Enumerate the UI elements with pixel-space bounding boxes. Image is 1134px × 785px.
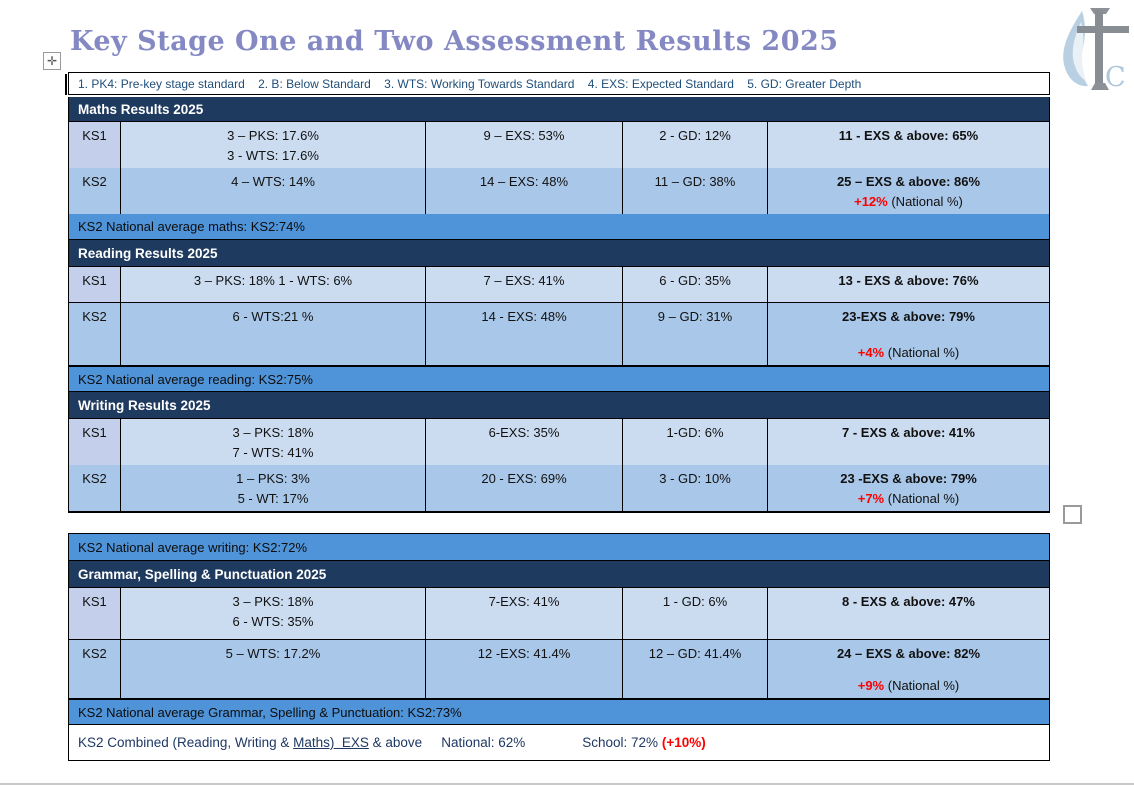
- writing-ks1-gd[interactable]: 1-GD: 6%: [623, 419, 768, 465]
- reading-ks1-gd[interactable]: 6 - GD: 35%: [623, 267, 768, 302]
- grammar-delta: +9%: [857, 678, 885, 693]
- writing-ks1-exs[interactable]: 6-EXS: 35%: [426, 419, 623, 465]
- maths-ks2-exs[interactable]: 14 – EXS: 48%: [426, 168, 623, 214]
- writing-ks2-bands[interactable]: 1 – PKS: 3% 5 - WT: 17%: [121, 465, 426, 511]
- section-header-maths: Maths Results 2025: [69, 97, 1049, 122]
- legend-bar: 1. PK4: Pre-key stage standard 2. B: Below Standard 3. WTS: Working Towards Standard 4. EXS: Expected Standard 5. GD: Greater Depth: [68, 72, 1050, 95]
- maths-ks1-exs[interactable]: 9 – EXS: 53%: [426, 122, 623, 168]
- grammar-ks1-exs[interactable]: 7-EXS: 41%: [426, 588, 623, 639]
- maths-ks1-gd[interactable]: 2 - GD: 12%: [623, 122, 768, 168]
- table-split-gap: [68, 513, 1050, 533]
- ks1-label: KS1: [69, 588, 121, 639]
- table-row: [69, 419, 1049, 465]
- grammar-ks1-gd[interactable]: 1 - GD: 6%: [623, 588, 768, 639]
- reading-delta: +4%: [857, 345, 885, 360]
- section-header-grammar: Grammar, Spelling & Punctuation 2025: [69, 561, 1049, 588]
- maths-ks2-above[interactable]: 25 – EXS & above: 86% +12% (National %): [768, 168, 1049, 214]
- document-body: [68, 72, 1050, 761]
- table-row: [69, 465, 1049, 511]
- reading-ks1-exs[interactable]: 7 – EXS: 41%: [426, 267, 623, 302]
- results-table-1: [68, 97, 1050, 513]
- section-header-reading: Reading Results 2025: [69, 240, 1049, 267]
- reading-ks1-bands[interactable]: 3 – PKS: 18% 1 - WTS: 6%: [121, 267, 426, 302]
- ks1-label: KS1: [69, 267, 121, 302]
- ks2-label: KS2: [69, 640, 121, 698]
- grammar-ks1-above[interactable]: 8 - EXS & above: 47%: [768, 588, 1049, 639]
- ks1-label: KS1: [69, 419, 121, 465]
- ks2-label: KS2: [69, 168, 121, 214]
- reading-ks2-bands[interactable]: 6 - WTS:21 %: [121, 303, 426, 365]
- ks1-label: KS1: [69, 122, 121, 168]
- school-logo: [1048, 6, 1130, 94]
- writing-ks2-gd[interactable]: 3 - GD: 10%: [623, 465, 768, 511]
- writing-ks2-above[interactable]: 23 -EXS & above: 79% +7% (National %): [768, 465, 1049, 511]
- writing-ks2-exs[interactable]: 20 - EXS: 69%: [426, 465, 623, 511]
- reading-national-average: KS2 National average reading: KS2:75%: [69, 366, 1049, 392]
- maths-ks1-above[interactable]: 11 - EXS & above: 65%: [768, 122, 1049, 168]
- table-row: [69, 122, 1049, 168]
- maths-delta: +12%: [854, 194, 888, 209]
- combined-results-row: KS2 Combined (Reading, Writing & Maths) EXS & above National: 62% School: 72% (+10%): [69, 725, 1049, 760]
- grammar-ks2-above[interactable]: 24 – EXS & above: 82% +9% (National %): [768, 640, 1049, 698]
- table-row: [69, 588, 1049, 640]
- results-table-2: [68, 533, 1050, 761]
- combined-national-value: National: 62%: [441, 735, 526, 750]
- ks2-label: KS2: [69, 465, 121, 511]
- combined-text: KS2 Combined (Reading, Writing &: [78, 735, 294, 750]
- combined-delta: (+10%): [661, 735, 706, 750]
- table-row: [69, 267, 1049, 303]
- writing-national-average: KS2 National average writing: KS2:72%: [69, 534, 1049, 561]
- reading-ks2-gd[interactable]: 9 – GD: 31%: [623, 303, 768, 365]
- table-row: [69, 168, 1049, 213]
- maths-ks2-gd[interactable]: 11 – GD: 38%: [623, 168, 768, 214]
- table-row: [69, 303, 1049, 366]
- logo-letter: C: [1105, 62, 1126, 93]
- text-cursor: [65, 74, 67, 95]
- grammar-ks2-gd[interactable]: 12 – GD: 41.4%: [623, 640, 768, 698]
- table-move-handle-icon[interactable]: ✛: [43, 52, 61, 70]
- writing-delta: +7%: [857, 491, 885, 506]
- ks2-label: KS2: [69, 303, 121, 365]
- table-resize-handle[interactable]: [1063, 505, 1082, 524]
- grammar-ks2-exs[interactable]: 12 -EXS: 41.4%: [426, 640, 623, 698]
- maths-national-average: KS2 National average maths: KS2:74%: [69, 213, 1049, 240]
- writing-ks1-above[interactable]: 7 - EXS & above: 41%: [768, 419, 1049, 465]
- reading-ks2-above[interactable]: 23-EXS & above: 79% +4% (National %): [768, 303, 1049, 365]
- reading-ks2-exs[interactable]: 14 - EXS: 48%: [426, 303, 623, 365]
- combined-underlined-text: Maths) EXS: [293, 735, 369, 750]
- section-header-writing: Writing Results 2025: [69, 392, 1049, 419]
- maths-ks1-bands[interactable]: 3 – PKS: 17.6% 3 - WTS: 17.6%: [121, 122, 426, 168]
- writing-ks1-bands[interactable]: 3 – PKS: 18% 7 - WTS: 41%: [121, 419, 426, 465]
- combined-school-value: School: 72%: [582, 735, 662, 750]
- logo-flame-icon: [1063, 11, 1088, 86]
- table-row: [69, 640, 1049, 699]
- page-title: Key Stage One and Two Assessment Results 2025: [70, 26, 839, 57]
- reading-ks1-above[interactable]: 13 - EXS & above: 76%: [768, 267, 1049, 302]
- grammar-ks2-bands[interactable]: 5 – WTS: 17.2%: [121, 640, 426, 698]
- grammar-national-average: KS2 National average Grammar, Spelling & Punctuation: KS2:73%: [69, 699, 1049, 725]
- maths-ks2-bands[interactable]: 4 – WTS: 14%: [121, 168, 426, 214]
- grammar-ks1-bands[interactable]: 3 – PKS: 18% 6 - WTS: 35%: [121, 588, 426, 639]
